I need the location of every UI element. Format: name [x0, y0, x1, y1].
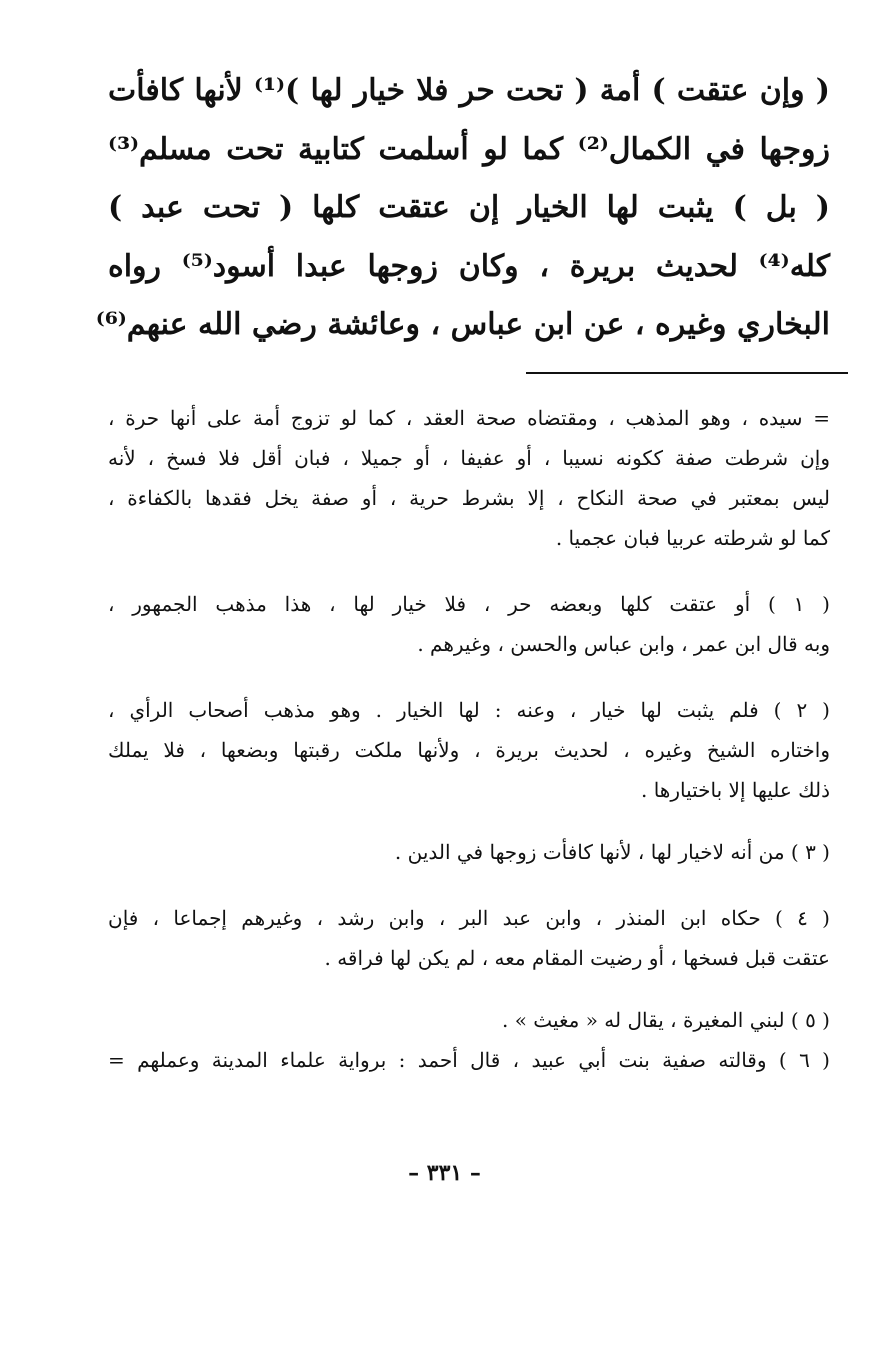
- footnote-line: عتقت قبل فسخها ، أو رضيت المقام معه ، لم يكن لها فراقه .: [324, 946, 830, 970]
- main-text-line: ( وإن عتقت ) أمة ( تحت حر فلا خيار لها )⁽¹⁾ لأنها كافأت: [108, 73, 830, 108]
- footnote-line: ( ٣ ) من أنه لاخيار لها ، لأنها كافأت زوجها في الدين .: [394, 840, 830, 864]
- footnote-line: ( ٥ ) لبني المغيرة ، يقال له « مغيث » .: [502, 1008, 830, 1032]
- footnote-line: واختاره الشيخ وغيره ، لحديث بريرة ، ولأنها ملكت رقبتها وبضعها ، فلا يملك: [108, 738, 830, 762]
- footnote-line: ( ٤ ) حكاه ابن المنذر ، وابن عبد البر ، وابن رشد ، وغيرهم إجماعا ، فإن: [108, 906, 830, 930]
- footnote-line: كما لو شرطته عربيا فبان عجميا .: [555, 526, 830, 550]
- footnote-6: [108, 1040, 830, 1080]
- footnote-line: ليس بمعتبر في صحة النكاح ، إلا بشرط حرية ، أو صفة يخل فقدها بالكفاءة ،: [108, 486, 830, 510]
- page-number: – ٣٣١ –: [408, 1160, 481, 1186]
- footnote-continuation: [108, 398, 830, 558]
- footnote-line: ( ٢ ) فلم يثبت لها خيار ، وعنه : لها الخيار . وهو مذهب أصحاب الرأي ،: [108, 698, 830, 722]
- main-text-line: البخاري وغيره ، عن ابن عباس ، وعائشة رضي الله عنهم⁽⁶⁾: [95, 307, 830, 342]
- footnote-5: [108, 1000, 830, 1040]
- footnote-3: [108, 832, 830, 872]
- main-text-line: زوجها في الكمال⁽²⁾ كما لو أسلمت كتابية تحت مسلم⁽³⁾: [108, 131, 831, 167]
- main-text: [95, 62, 831, 355]
- footnote-2: [108, 690, 830, 810]
- main-text-line: كله⁽⁴⁾ لحديث بريرة ، وكان زوجها عبدا أسود⁽⁵⁾ رواه: [108, 248, 830, 284]
- main-text-line: ( بل ) يثبت لها الخيار إن عتقت كلها ( تحت عبد ): [108, 190, 830, 225]
- footnote-line: ذلك عليها إلا باختيارها .: [641, 778, 830, 802]
- footnote-line: ( ١ ) أو عتقت كلها وبعضه حر ، فلا خيار لها ، هذا مذهب الجمهور ،: [108, 592, 830, 616]
- footnotes: [108, 398, 830, 1080]
- footnote-4: [108, 898, 830, 978]
- footnote-line: = سيده ، وهو المذهب ، ومقتضاه صحة العقد ، كما لو تزوج أمة على أنها حرة ،: [108, 406, 830, 430]
- footnote-1: [108, 584, 830, 664]
- footnote-line: ( ٦ ) وقالته صفية بنت أبي عبيد ، قال أحمد : برواية علماء المدينة وعملهم =: [108, 1048, 830, 1072]
- footnote-line: وبه قال ابن عمر ، وابن عباس والحسن ، وغيرهم .: [417, 632, 830, 656]
- footnote-line: وإن شرطت صفة ككونه نسيبا ، أو عفيفا ، أو جميلا ، فبان أقل فلا فسخ ، لأنه: [108, 446, 830, 470]
- footnote-divider: [526, 372, 848, 374]
